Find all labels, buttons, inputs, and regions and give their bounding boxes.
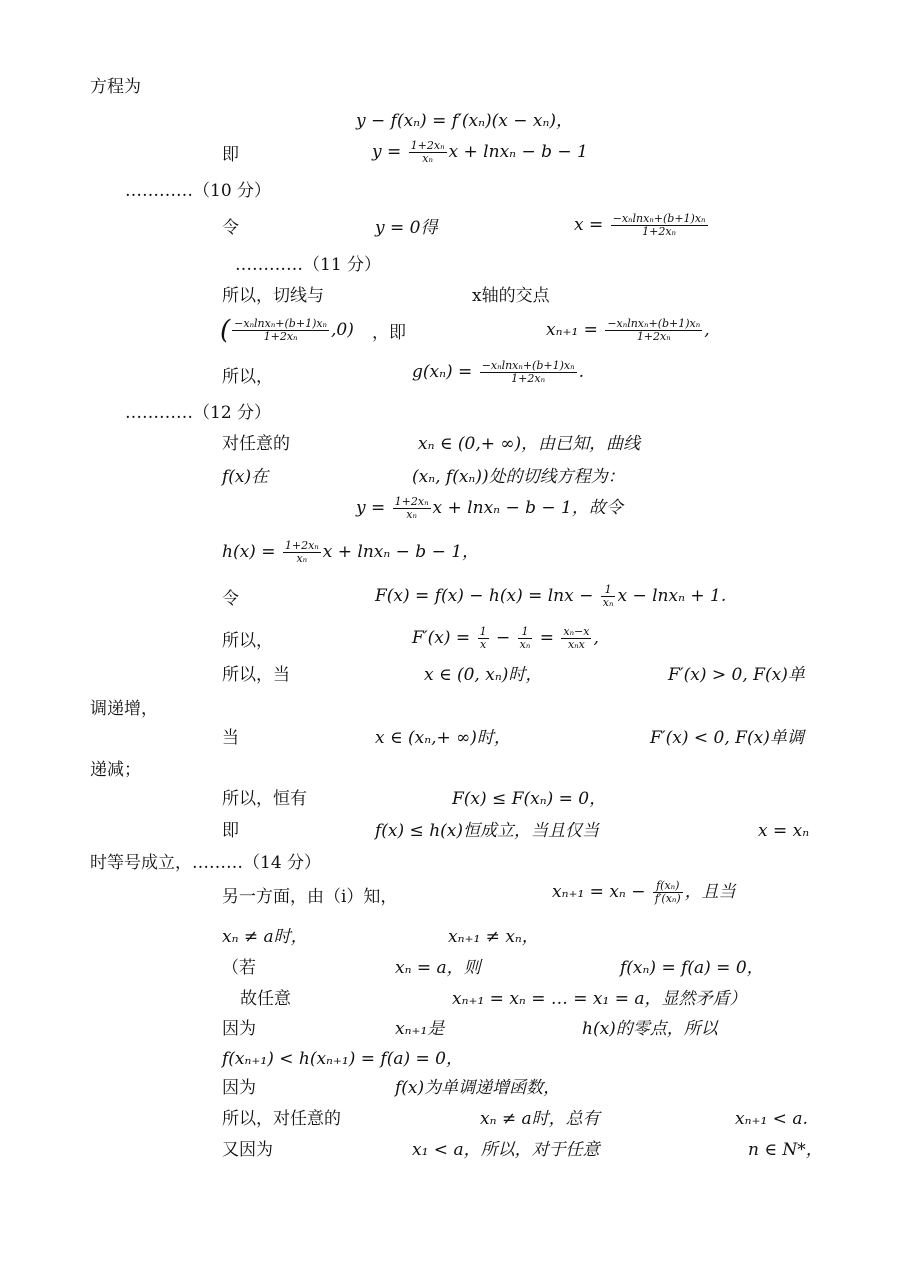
text-part: xₙ ≠ a时，总有	[480, 1109, 600, 1129]
label: 对任意的	[222, 434, 290, 454]
label: 又因为	[222, 1140, 273, 1160]
fraction: $\frac{\text{1+2xₙ}}{\text{xₙ}}$	[410, 139, 445, 165]
equation-line: xₙ₊₁ = xₙ − $\frac{\text{f(xₙ)}}{\text{f′(xₙ)}}$ ，且当	[552, 879, 736, 905]
label: 所以，恒有	[222, 789, 307, 809]
text-part: xₙ₊₁ = xₙ = … = x₁ = a，显然矛盾）	[452, 989, 747, 1009]
fraction: $\frac{\text{−xₙlnxₙ+(b+1)xₙ}}{\text{1+2xₙ}}$	[481, 359, 575, 385]
text-part: xₙ = a，则	[395, 958, 481, 978]
text-line: 递减；	[90, 760, 141, 780]
equation-line: h(x) = $\frac{\text{1+2xₙ}}{\text{xₙ}}$ x + lnxₙ − b − 1，	[222, 539, 480, 565]
label: xₙ ≠ a时，	[222, 927, 308, 947]
equation-line: F(x) = f(x) − h(x) = lnx − $\frac{1}{\text{xₙ}}$ x − lnxₙ + 1.	[375, 583, 727, 609]
text-part: n ∈ N*，	[748, 1140, 823, 1160]
text-part: x轴的交点	[472, 286, 550, 306]
text-part: F(x) ≤ F(xₙ) = 0，	[452, 789, 607, 809]
label: 另一方面，由（i）知，	[222, 887, 398, 907]
label: 故任意	[240, 989, 291, 1009]
text-line: 调递增，	[90, 699, 158, 719]
label: 令	[222, 589, 239, 609]
equation-part: y = 0得	[375, 218, 438, 238]
equation-line: ( $\frac{\text{−xₙlnxₙ+(b+1)xₙ}}{\text{1+2xₙ}}$ ,0)	[220, 315, 354, 346]
label: f(x)在	[222, 467, 269, 487]
label: 所以，切线与	[222, 286, 324, 306]
label: 当	[222, 728, 239, 748]
text-part: xₙ₊₁是	[395, 1019, 445, 1039]
label: 所以，当	[222, 665, 290, 685]
equation-line: xₙ₊₁ = $\frac{\text{−xₙlnxₙ+(b+1)xₙ}}{\text{1+2xₙ}}$ ,	[546, 317, 710, 343]
equation-line: y = $\frac{\text{1+2xₙ}}{\text{xₙ}}$ x + lnxₙ − b − 1	[372, 139, 588, 165]
text-line: 时等号成立，………（14 分）	[90, 853, 322, 873]
equation-line: F′(x) = $\frac{1}{x}$ − $\frac{1}{\text{xₙ}}$ = $\frac{\text{xₙ−x}}{\text{xₙx}}$ ,	[412, 625, 599, 651]
text-part: x₁ < a，所以，对于任意	[412, 1140, 600, 1160]
label: 即	[222, 821, 239, 841]
fraction: $\frac{\text{−xₙlnxₙ+(b+1)xₙ}}{\text{1+2xₙ}}$	[607, 317, 701, 343]
text-part: xₙ₊₁ ≠ xₙ，	[448, 927, 539, 947]
equation-line: x = $\frac{\text{−xₙlnxₙ+(b+1)xₙ}}{\text{1+2xₙ}}$	[574, 212, 706, 238]
label: ，即	[372, 323, 406, 343]
label: 所以，对任意的	[222, 1109, 341, 1129]
fraction: $\frac{\text{f(xₙ)}}{\text{f′(xₙ)}}$	[654, 879, 681, 905]
fraction: $\frac{\text{1+2xₙ}}{\text{xₙ}}$	[394, 495, 429, 521]
text-part: xₙ ∈ (0,+ ∞)，由已知，曲线	[418, 434, 641, 454]
score-marker: …………（11 分）	[235, 255, 382, 275]
text-part: xₙ₊₁ < a.	[735, 1109, 808, 1129]
fraction: $\frac{1}{\text{xₙ}}$	[602, 583, 614, 609]
text-part: F′(x) < 0, F(x)单调	[650, 728, 804, 748]
score-marker: …………（12 分）	[125, 403, 272, 423]
label: 令	[222, 218, 239, 238]
text-part: h(x)的零点，所以	[582, 1019, 718, 1039]
label: 所以，	[222, 631, 273, 651]
score-marker: …………（10 分）	[125, 181, 272, 201]
fraction: $\frac{1}{x}$	[479, 625, 487, 651]
text-part: F′(x) > 0, F(x)单	[668, 665, 805, 685]
equation-line: y − f(xₙ) = f′(xₙ)(x − xₙ)，	[356, 111, 574, 131]
fraction: $\frac{\text{xₙ−x}}{\text{xₙx}}$	[563, 625, 590, 651]
text-part: (xₙ, f(xₙ))处的切线方程为：	[412, 467, 625, 487]
label: 因为	[222, 1019, 256, 1039]
label: （若	[222, 958, 256, 978]
text-part: x ∈ (xₙ,+ ∞)时，	[375, 728, 511, 748]
equation-line: g(xₙ) = $\frac{\text{−xₙlnxₙ+(b+1)xₙ}}{\text{1+2xₙ}}$ .	[412, 359, 584, 385]
fraction: $\frac{\text{−xₙlnxₙ+(b+1)xₙ}}{\text{1+2xₙ}}$	[234, 317, 328, 343]
label: 所以，	[222, 367, 273, 387]
equation-line: y = $\frac{\text{1+2xₙ}}{\text{xₙ}}$ x + lnxₙ − b − 1，故令	[356, 495, 623, 521]
text-line: 方程为	[90, 77, 141, 97]
fraction: $\frac{\text{1+2xₙ}}{\text{xₙ}}$	[284, 539, 319, 565]
text-part: f(x) ≤ h(x)恒成立，当且仅当	[375, 821, 599, 841]
fraction: $\frac{1}{\text{xₙ}}$	[519, 625, 531, 651]
text-part: f(xₙ) = f(a) = 0，	[620, 958, 764, 978]
fraction: $\frac{\text{−xₙlnxₙ+(b+1)xₙ}}{\text{1+2xₙ}}$	[612, 212, 706, 238]
text-part: x ∈ (0, xₙ)时，	[424, 665, 543, 685]
text-part: f(x)为单调递增函数，	[395, 1078, 561, 1098]
label: 因为	[222, 1078, 256, 1098]
label: 即	[222, 145, 239, 165]
text-part: x = xₙ	[758, 821, 810, 841]
equation-line: f(xₙ₊₁) < h(xₙ₊₁) = f(a) = 0，	[222, 1049, 463, 1069]
